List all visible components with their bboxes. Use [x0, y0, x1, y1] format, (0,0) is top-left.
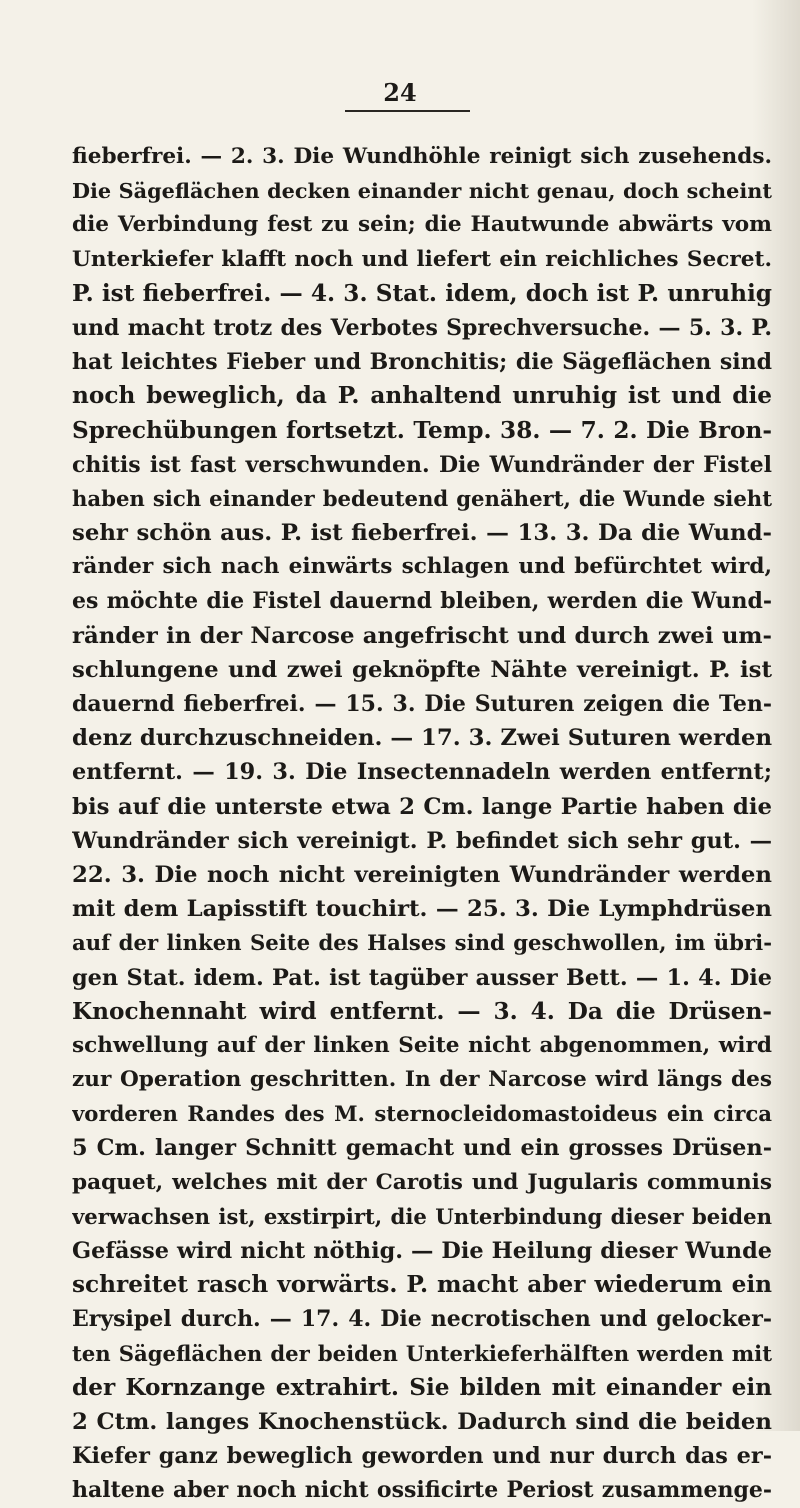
text-line: gen Stat. idem. Pat. ist tagüber ausser Bett. — 1. 4. Die — [72, 964, 772, 991]
text-line: Knochennaht wird entfernt. — 3. 4. Da die Drüsen- — [72, 997, 772, 1025]
text-line: zur Operation geschritten. In der Narcose wird längs des — [72, 1067, 772, 1093]
body-text — [72, 140, 772, 1508]
text-line: denz durchzuschneiden. — 17. 3. Zwei Suturen werden — [72, 725, 772, 752]
text-line: P. ist fieberfrei. — 4. 3. Stat. idem, doch ist P. unruhig — [72, 279, 772, 307]
text-line: es möchte die Fistel dauernd bleiben, werden die Wund- — [72, 588, 772, 615]
text-line: haben sich einander bedeutend genähert, die Wunde sieht — [72, 485, 772, 511]
text-line: 2 Ctm. langes Knochenstück. Dadurch sind die beiden — [72, 1408, 772, 1435]
text-line: paquet, welches mit der Carotis und Jugularis communis — [72, 1169, 772, 1195]
text-line: ränder in der Narcose angefrischt und durch zwei um- — [72, 622, 772, 649]
text-line: Gefässe wird nicht nöthig. — Die Heilung dieser Wunde — [72, 1238, 772, 1264]
text-line: verwachsen ist, exstirpirt, die Unterbindung dieser beiden — [72, 1203, 772, 1229]
text-line: fieberfrei. — 2. 3. Die Wundhöhle reinigt sich zusehends. — [72, 144, 772, 169]
text-line: noch beweglich, da P. anhaltend unruhig ist und die — [72, 382, 772, 410]
text-line: die Verbindung fest zu sein; die Hautwunde abwärts vom — [72, 212, 772, 238]
text-line: 22. 3. Die noch nicht vereinigten Wundränder werden — [72, 861, 772, 888]
text-line: Wundränder sich vereinigt. P. befindet sich sehr gut. — — [72, 827, 772, 854]
text-line: dauernd fieberfrei. — 15. 3. Die Suturen zeigen die Ten- — [72, 691, 772, 717]
page-number-rule — [345, 110, 470, 112]
text-line: und macht trotz des Verbotes Sprechversuche. — 5. 3. P. — [72, 314, 772, 341]
text-line: sehr schön aus. P. ist fieberfrei. — 13. 3. Da die Wund- — [72, 520, 772, 547]
text-line: schlungene und zwei geknöpfte Nähte vereinigt. P. ist — [72, 656, 772, 683]
text-line: hat leichtes Fieber und Bronchitis; die Sägeflächen sind — [72, 349, 772, 376]
text-line: Sprechübungen fortsetzt. Temp. 38. — 7. 2. Die Bron- — [72, 416, 772, 444]
text-line: vorderen Randes des M. sternocleidomastoideus ein circa — [72, 1101, 772, 1127]
text-line: Erysipel durch. — 17. 4. Die necrotischen und gelocker- — [72, 1306, 772, 1333]
text-line: schwellung auf der linken Seite nicht abgenommen, wird — [72, 1032, 772, 1058]
text-line: entfernt. — 19. 3. Die Insectennadeln werden entfernt; — [72, 759, 772, 786]
text-line: bis auf die unterste etwa 2 Cm. lange Partie haben die — [72, 793, 772, 820]
text-line: Kiefer ganz beweglich geworden und nur durch das er- — [72, 1443, 772, 1470]
text-line: auf der linken Seite des Halses sind geschwollen, im übri- — [72, 930, 772, 956]
text-line: Die Sägeflächen decken einander nicht genau, doch scheint — [72, 178, 772, 204]
text-line: mit dem Lapisstift touchirt. — 25. 3. Die Lymphdrüsen — [72, 896, 772, 923]
text-line: der Kornzange extrahirt. Sie bilden mit einander ein — [72, 1373, 772, 1401]
text-line: haltene aber noch nicht ossificirte Periost zusammenge- — [72, 1477, 772, 1504]
text-line: chitis ist fast verschwunden. Die Wundränder der Fistel — [72, 451, 772, 478]
text-line: 5 Cm. langer Schnitt gemacht und ein grosses Drüsen- — [72, 1135, 772, 1162]
page-number: 24 — [383, 78, 417, 107]
text-line: ten Sägeflächen der beiden Unterkieferhälften werden mit — [72, 1340, 772, 1366]
text-line: schreitet rasch vorwärts. P. macht aber wiederum ein — [72, 1271, 772, 1299]
text-line: Unterkiefer klafft noch und liefert ein reichliches Secret. — [72, 246, 772, 272]
text-line: ränder sich nach einwärts schlagen und befürchtet wird, — [72, 554, 772, 580]
